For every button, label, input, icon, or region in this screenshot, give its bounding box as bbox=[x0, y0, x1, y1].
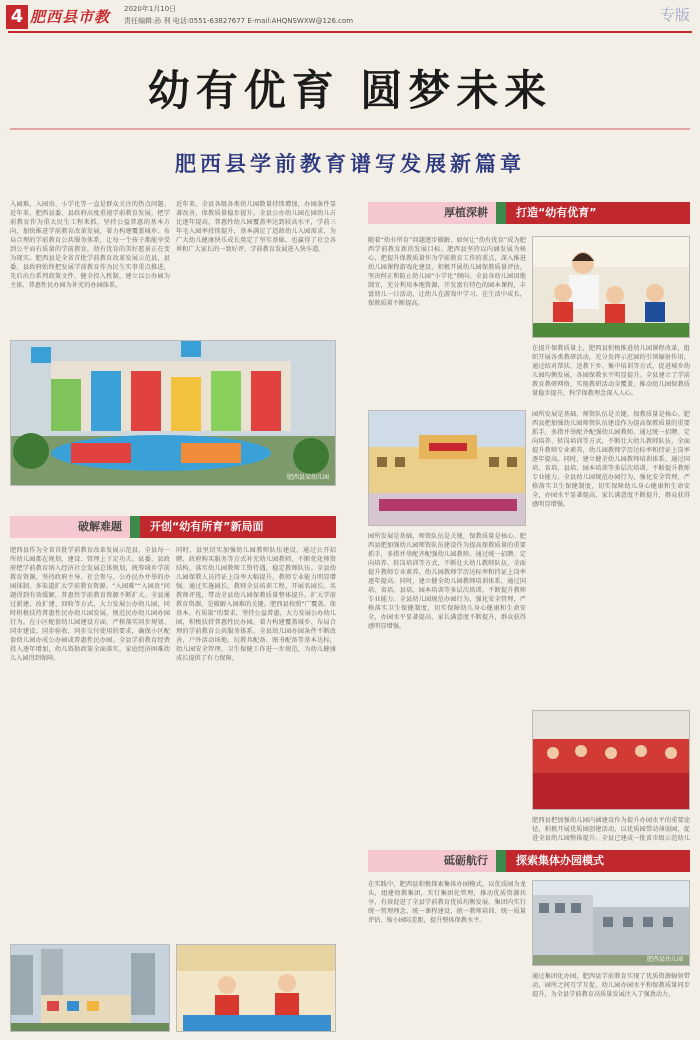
section-2-text-low: 肥西县把加强幼儿园内涵建设作为提升办园水平的重要途径，积极开展优质园创建活动，以优质园带动薄弱园，促进全县幼儿园整体提升。全县已建成一批省市级示范幼儿 bbox=[532, 817, 690, 842]
section-2-left-label: 厚植深耕 bbox=[368, 202, 496, 224]
children-activity-photo bbox=[176, 944, 336, 1032]
section-1-right-label: 开创“幼有所育”新局面 bbox=[140, 516, 336, 538]
section-bar-3 bbox=[368, 850, 690, 872]
section-bar-2 bbox=[368, 202, 690, 224]
date-line: 2020年1月10日 bbox=[124, 5, 177, 13]
section-3-accent bbox=[496, 850, 506, 872]
section-2-accent bbox=[496, 202, 506, 224]
section-1-text-left: 肥西县作为全省首批学前教育改革发展示范县，全县每一所幼儿园都在规划、建设、管理上下足功夫。县委、县政府把学前教育纳入经济社会发展总体规划，统筹城乡学前教育资源，坚持政府主导、社会参与、公办民办并举的办园体制，多渠道扩大学前教育资源。“入园难”“入园贵”问题得到有效缓解，普惠性学前教育资源不断扩大。全县通过新建、改扩建、回收等方式，大力发展公办幼儿园，同时积极扶持普惠性民办幼儿园发展，规范民办幼儿园办园行为。在小区配套幼儿园建设方面，严格落实同步规划、同步建设、同步验收、同步交付使用的要求，确保小区配套幼儿园办成公办园或普惠性民办园。全县学前教育经费投入逐年增加，幼儿资助政策全面落实，家庭经济困难幼儿入园得到保障。 bbox=[10, 547, 170, 662]
subheadline: 肥西县学前教育谱写发展新篇章 bbox=[175, 151, 525, 176]
section-1-accent bbox=[130, 516, 140, 538]
teacher-children-photo bbox=[532, 236, 690, 338]
section-3-text-right: 通过集团化办园，肥西县学前教育实现了优质资源辐射带动，园所之间互学互促，幼儿园办园水平和保教质量同步提升，为全县学前教育高质量发展注入了强劲动力。 bbox=[532, 973, 690, 998]
page-tag: 专版 bbox=[659, 6, 690, 24]
header-divider bbox=[8, 31, 692, 33]
town-photo bbox=[10, 944, 170, 1032]
section-3-text-left: 在实践中，肥西县积极探索集体办园模式，以优质园为龙头，组建幼教集团，实行集团化管理，推动优质资源共享，有效促进了全县学前教育优质均衡发展。集团内实行统一管理理念、统一课程建设、统一教师培训、统一质量评估，缩小园际差距，提升整体保教水平。 bbox=[368, 881, 526, 924]
newspaper-header bbox=[0, 0, 700, 34]
intro-text-col2: 近年来，全县各级各类幼儿园数量持续增加，办园条件显著改善，保教质量稳步提升。全县公办幼儿园在园幼儿占比逐年提高，普惠性幼儿园覆盖率达到较高水平，学前三年毛入园率持续提升，基本满足了适龄幼儿入园需求，为广大幼儿健康快乐成长奠定了坚实基础，也赢得了社会各界和广大家长的一致好评，学前教育发展进入快车道。 bbox=[176, 201, 336, 253]
headline: 幼有优育 圆梦未来 bbox=[147, 66, 553, 115]
building-photo-caption: 肥西县幼儿园 bbox=[646, 956, 683, 963]
section-2-text-right: 在提升保教质量上，肥西县积极推进幼儿园课程改革，组织开展各类教研活动，充分发挥示范园的引领辐射作用，通过结对帮扶、送教下乡、集中培训等方式，促进城乡幼儿园均衡发展，各园保教水平明显提升。全县建立了学前教育教研网络，实现教研活动全覆盖，推动幼儿园保教质量稳步提升，科学保教理念深入人心。 bbox=[532, 345, 690, 397]
section-1-left-label: 破解难题 bbox=[10, 516, 130, 538]
page-number: 4 bbox=[6, 5, 28, 29]
paper-name: 肥西县市教 bbox=[30, 8, 111, 26]
performance-photo bbox=[532, 710, 690, 810]
section-2-text-mid-left: 园所发展是基础，师资队伍是关键，保教质量是核心。肥西县把加强幼儿园师资队伍建设作为提高保教质量的重要抓手，多措并举配齐配强幼儿园教师。通过统一招聘、定向培养、转岗培训等方式，不断壮大幼儿教师队伍，全面提升教师专业素养，幼儿园教师学历达标率和持证上岗率逐年提高。同时，建立健全幼儿园教师培训体系，通过国培、省培、县培、园本培训等多层次培训，不断提升教师专业能力。全县幼儿园规范办园行为，强化安全管理，严格落实卫生保健制度，切实保障幼儿身心健康和生命安全，办园水平显著提高，家长满意度不断提升，群众获得感明显增强。 bbox=[368, 533, 526, 630]
campus-aerial-photo bbox=[10, 340, 336, 486]
campus-photo-caption: 肥西县某幼儿园 bbox=[286, 474, 329, 481]
title-divider bbox=[10, 128, 690, 130]
kindergarten-building-photo bbox=[368, 410, 526, 526]
section-bar-1 bbox=[10, 516, 336, 538]
school-building-photo bbox=[532, 880, 690, 966]
intro-text: 入园难、入园贵、小学化等一直是群众关注的热点问题。近年来，肥西县委、县政府高度重视学前教育发展，把学前教育作为重大民生工程来抓，坚持公益普惠的基本方向，加快推进学前教育改革发展，着力构建覆盖城乡、布局合理的学前教育公共服务体系，让每一个孩子都能享受到公平而有质量的学前教育，幼有优育的美好愿景正在变为现实。肥西县是全省首批学前教育改革发展示范县，县委、县政府始终把发展学前教育作为民生实事重点推进，先后出台系列政策文件，健全投入机制，建立以公办园为主体、普惠性民办园为补充的办园体系。 bbox=[10, 201, 170, 289]
section-1-text-right: 同时，县里切实加强幼儿园教师队伍建设，通过公开招聘、政府购买服务等方式补充幼儿园教师，不断优化师资结构，落实幼儿园教师工资待遇，稳定教师队伍。全县幼儿园保教人员持证上岗率大幅提升，教师专业能力明显增强。通过实施园长、教师全员培训工程，开展名园长、名教师评选，带动全县幼儿园保教质量整体提升。扩大学前教育资源，是破解入园难的关键。肥西县按照“广覆盖、保基本、有质量”的要求，坚持公益普惠，大力发展公办幼儿园，积极扶持普惠性民办园，着力构建覆盖城乡、布局合理的学前教育公共服务体系。全县幼儿园办园条件不断改善，户外活动场地、玩教具配备、图书配备等基本达标，幼儿园安全管理、卫生保健工作进一步规范，为幼儿健康成长提供了有力保障。 bbox=[176, 547, 336, 662]
section-3-left-label: 砥砺航行 bbox=[368, 850, 496, 872]
section-2-text-mid-right: 园所发展是基础，师资队伍是关键，保教质量是核心。肥西县把加强幼儿园师资队伍建设作为提高保教质量的重要抓手，多措并举配齐配强幼儿园教师。通过统一招聘、定向培养、转岗培训等方式，不断壮大幼儿教师队伍，全面提升教师专业素养，幼儿园教师学历达标率和持证上岗率逐年提高。同时，建立健全幼儿园教师培训体系，通过国培、省培、县培、园本培训等多层次培训，不断提升教师专业能力。全县幼儿园规范办园行为，强化安全管理，严格落实卫生保健制度，切实保障幼儿身心健康和生命安全，办园水平显著提高，家长满意度不断提升，群众获得感明显增强。 bbox=[532, 411, 690, 508]
section-2-text-top: 随着“幼有所育”问题逐步破解，如何让“幼有优育”成为肥西学前教育新的发展目标。肥西县坚持以内涵发展为核心，把提升保教质量作为学前教育工作的重点，深入推进幼儿园课程游戏化建设，积极开展幼儿园保教质量评估，坚决纠正和防止幼儿园“小学化”倾向。全县各幼儿园因地制宜，充分利用本地资源，开发富有特色的园本课程，丰富幼儿一日活动，让幼儿在游戏中学习、在生活中成长，保教质量不断提高。 bbox=[368, 237, 526, 307]
section-2-right-label: 打造“幼有优育” bbox=[506, 202, 690, 224]
section-3-right-label: 探索集体办园模式 bbox=[506, 850, 690, 872]
contact-line: 责任编辑:孙 利 电话:0551-63827677 E-mail:AHQNSWXW@126.com bbox=[124, 17, 354, 25]
